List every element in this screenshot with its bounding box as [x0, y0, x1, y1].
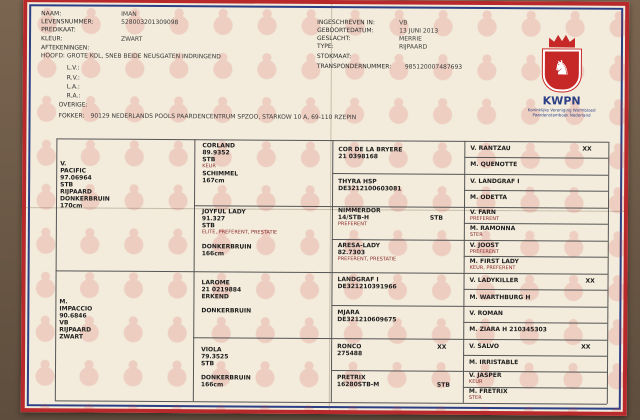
g3-name: LANDGRAF I [337, 276, 379, 284]
g4-entry-4: M. ODETTA [470, 193, 508, 202]
g4-predicate: PREFERENT [469, 215, 500, 223]
g3-entry-3 [338, 207, 381, 228]
kleur-value: ZWART [120, 35, 143, 43]
g2-color: DONKERBRUIN [201, 243, 252, 251]
g3-name: RONCO [337, 343, 362, 351]
g3-entry-4 [338, 242, 397, 263]
lv-label: L.V.: [66, 64, 80, 72]
g2-number: 91.327 [201, 215, 226, 223]
g4-entry-1: V. RANTZAU [470, 144, 511, 153]
levensnummer-label: LEVENSNUMMER: [41, 18, 94, 26]
g4-predicate: STER [468, 394, 482, 401]
g4-predicate: KEUR [468, 378, 483, 385]
g3-predicate: PREFERENT, PRESTATIE [337, 256, 397, 263]
naam-value: IMAN [121, 10, 137, 18]
sire-prefix: V. [60, 160, 67, 168]
g4-entry-13: V. SALVO [469, 342, 500, 351]
g3-name: THYRA HSP [338, 178, 377, 186]
g4-name: M. RAMONNA [469, 224, 516, 233]
g2-entry-3 [201, 279, 251, 314]
transpondernummer-label: TRANSPONDERNUMMER: [316, 62, 392, 71]
sire-height: 170cm [59, 202, 83, 210]
g2-predicate: ELITE, PREFERENT, PRESTATIE [201, 229, 278, 236]
g2-name: JOYFUL LADY [201, 208, 246, 216]
sire-studbook: STB [60, 181, 74, 189]
g4-entry-13-mark: XX [581, 343, 591, 351]
g2-number: 89.9352 [202, 149, 230, 157]
g3-number: DE321210391966 [337, 283, 397, 291]
g4-entry-15 [469, 372, 502, 386]
g2-studbook: ERKEND [201, 293, 229, 301]
g3-entry-7-mark: XX [437, 343, 447, 351]
g2-studbook: STB [202, 156, 216, 164]
g3-name: PRETRIX [336, 374, 366, 382]
stokmaat-label: STOKMAAT: [316, 52, 352, 61]
g4-predicate: KEUR, PREFERENT [469, 264, 516, 272]
g2-color: DONKERBRUIN [201, 307, 252, 315]
dam-studbook: VB [59, 319, 69, 327]
dam-type: RIJPAARD [59, 326, 92, 334]
g4-name: V. FARN [469, 208, 496, 217]
g4-entry-11: V. ROMAN [469, 309, 503, 318]
geboortedatum-label: GEBOORTEDATUM: [317, 26, 374, 35]
g2-studbook: STB [201, 360, 215, 368]
g4-predicate: PREFERENT [469, 248, 499, 256]
g3-name: COR DE LA BRYERE [338, 146, 403, 154]
g2-name: CORLAND [202, 142, 235, 150]
sire-number: 97.06964 [60, 174, 92, 182]
g3-entry-5 [337, 276, 396, 290]
g3-entry-6 [337, 309, 396, 323]
g4-entry-16 [469, 388, 508, 402]
g3-number: 82.7303 [337, 249, 366, 257]
g3-name: NIMMERDOR [337, 207, 381, 215]
g3-name: ARESA-LADY [337, 242, 380, 250]
geslacht-value: MERRIE [399, 35, 422, 43]
g4-entry-8 [470, 258, 519, 272]
sire-block [60, 160, 110, 209]
naam-label: NAAM: [41, 10, 62, 18]
ingeschreven-value: VB [399, 19, 408, 27]
sire-type: RIJPAARD [60, 188, 92, 196]
g4-entry-9: V. LADYKILLER [469, 276, 519, 285]
g3-predicate: PREFERENT [337, 221, 368, 228]
fokker-value: 90129 NEDERLANDS POOLS PAARDENCENTRUM SPZOO, STARKOW 10 A, 69-110 RZEPIN [90, 112, 357, 122]
g2-entry-2 [202, 208, 278, 257]
g4-name: M. FRETRIX [468, 387, 508, 396]
fokker-label: FOKKER: [58, 112, 85, 120]
g3-name: MJARA [337, 309, 360, 317]
aftekeningen-value: HOOFD: GROTE KOL, SNEB BEIDE NEUSGATEN INDRINGEND [40, 52, 221, 61]
g4-entry-6 [470, 225, 515, 239]
ingeschreven-label: INGESCHREVEN IN: [317, 18, 375, 27]
type-label: TYPE: [316, 42, 334, 51]
g3-entry-3-book: STB [429, 214, 443, 222]
ra-label: R.A.: [66, 92, 81, 100]
g4-name: V. JASPER [468, 371, 502, 380]
dam-name: IMPACCIO [59, 305, 93, 313]
levensnummer-value: 528003201309098 [121, 18, 179, 27]
geboortedatum-value: 13 JUNI 2013 [399, 27, 439, 35]
type-value: RIJPAARD [398, 43, 428, 51]
g3-number: 275488 [337, 350, 363, 358]
g4-entry-3: V. LANDGRAF I [470, 177, 520, 186]
kwpn-tagline: Koninklijke Vereniging Warmbloed Paardenstamboek Nederland [527, 107, 596, 118]
transpondernummer-value: 985120007487693 [404, 63, 463, 71]
aftekeningen-label: AFTEKENINGEN: [40, 44, 90, 52]
g2-color: SCHIMMEL [202, 170, 239, 178]
g3-entry-8-book: STB [436, 381, 450, 389]
la-label: L.A.: [66, 83, 80, 91]
g4-name: V. JOOST [469, 241, 499, 250]
g4-entry-14: M. IRRISTABLE [469, 358, 519, 367]
horse-passport-document [21, 0, 630, 416]
overige-label: OVERIGE: [58, 101, 88, 109]
g3-entry-2 [338, 178, 401, 192]
g4-predicate: STER [469, 231, 483, 238]
dam-number: 90.6846 [59, 312, 87, 320]
g3-entry-8 [337, 374, 379, 388]
g3-entry-7 [337, 343, 362, 357]
g2-height: 167cm [202, 177, 225, 185]
crown-icon [549, 33, 575, 47]
g2-height: 166cm [201, 250, 225, 258]
g4-entry-9-mark: XX [585, 277, 595, 285]
g3-number: 21 0398168 [338, 153, 379, 161]
g2-color: DONKERBRUIN [200, 374, 251, 382]
g4-entry-10: M. WARTHBURG H [469, 293, 531, 302]
lion-shield-icon [543, 49, 581, 91]
g4-name: M. FIRST LADY [469, 257, 519, 266]
g2-name: VIOLA [201, 346, 222, 354]
sire-color: DONKERBRUIN [60, 195, 110, 203]
rv-label: R.V.: [66, 74, 80, 82]
sire-name: PACIFIC [60, 167, 87, 175]
g3-number: DE321210609675 [337, 316, 397, 324]
dam-color: ZWART [59, 333, 84, 341]
g2-number: 79.3525 [201, 353, 229, 361]
dam-block [59, 298, 92, 340]
g2-number: 21 0219884 [201, 286, 242, 294]
predikaat-label: PREDIKAAT: [41, 26, 76, 34]
g2-name: LAROME [201, 279, 230, 287]
g3-entry-1 [338, 146, 402, 160]
kwpn-logo [527, 33, 598, 117]
geslacht-label: GESLACHT: [317, 34, 351, 43]
g2-height: 166cm [200, 381, 224, 389]
g3-number: DE3212100603081 [338, 185, 402, 193]
dam-prefix: M. [59, 298, 68, 306]
g2-entry-4 [201, 346, 251, 388]
g4-entry-1-mark: XX [582, 145, 592, 153]
kleur-label: KLEUR: [41, 35, 63, 43]
g4-entry-7 [470, 242, 499, 256]
g3-number: 16280STB-M [336, 381, 380, 389]
g4-entry-5 [470, 209, 499, 223]
g4-entry-2: M. QUENOTTE [470, 160, 518, 169]
kwpn-wordmark: KWPN [542, 94, 581, 108]
g2-entry-1 [202, 142, 238, 184]
g4-entry-12: M. ZIARA H 210345303 [469, 325, 547, 334]
g3-number: 14/STB-H [337, 214, 370, 222]
g2-studbook: STB [201, 222, 215, 230]
g2-predicate: KEUR [202, 163, 216, 170]
